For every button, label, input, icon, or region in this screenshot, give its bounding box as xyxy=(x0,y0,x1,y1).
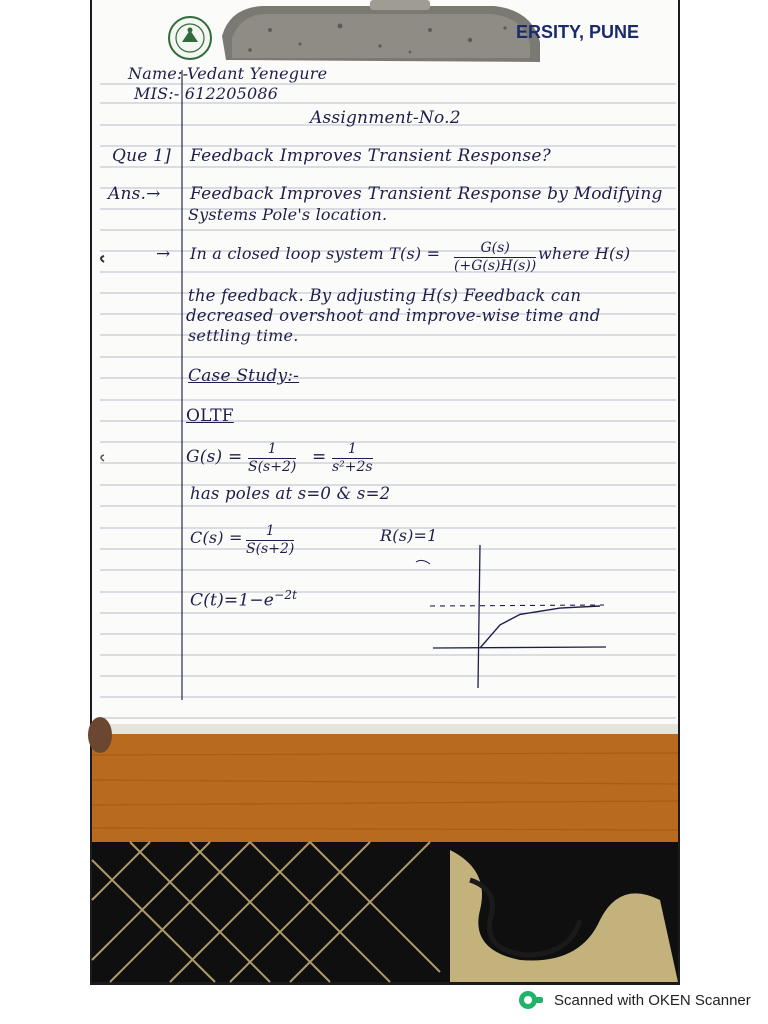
g-lhs: G(s) = xyxy=(186,447,243,467)
assignment-title: Assignment-No.2 xyxy=(310,108,461,128)
student-mis: MIS:- 612205086 xyxy=(134,84,279,103)
g-denominator-2: s²+2s xyxy=(332,459,373,475)
g-equals: = xyxy=(312,447,327,467)
c-denominator: S(s+2) xyxy=(246,541,295,557)
ct-base: C(t)=1−e xyxy=(190,590,275,611)
ct-exponent: −2t xyxy=(274,588,298,602)
g-fraction-2 xyxy=(332,442,373,475)
case-study-heading: Case Study:- xyxy=(188,366,300,386)
finger xyxy=(88,717,112,753)
transfer-function-denominator: (+G(s)H(s)) xyxy=(454,258,537,274)
r-input: R(s)=1 xyxy=(380,526,438,545)
answer-line-1: Feedback Improves Transient Response by Modifying xyxy=(190,184,663,204)
student-name: Name:-Vedant Yenegure xyxy=(128,64,328,83)
question-label: Que 1] xyxy=(112,146,171,166)
oltf-heading: OLTF xyxy=(186,406,234,426)
scanner-footer-text: Scanned with OKEN Scanner xyxy=(554,991,751,1009)
g-numerator-1: 1 xyxy=(267,441,277,457)
transfer-function-fraction xyxy=(454,241,536,274)
poles-statement: has poles at s=0 & s=2 xyxy=(190,484,391,503)
university-name-fragment: ERSITY, PUNE xyxy=(516,22,640,42)
closed-loop-line-2: decreased overshoot and improve-wise time and xyxy=(186,306,601,325)
g-denominator-1: S(s+2) xyxy=(248,459,297,475)
closed-loop-arrow: → xyxy=(156,244,171,264)
answer-line-2: Systems Pole's location. xyxy=(188,205,388,224)
c-numerator: 1 xyxy=(265,523,275,539)
wooden-surface xyxy=(92,730,678,842)
closed-loop-where: where H(s) xyxy=(538,244,631,263)
question-text: Feedback Improves Transient Response? xyxy=(190,146,551,166)
closed-loop-line-3: settling time. xyxy=(188,326,299,345)
closed-loop-line-1: the feedback. By adjusting H(s) Feedback can xyxy=(188,286,582,305)
g-fraction-1 xyxy=(248,442,296,475)
c-fraction xyxy=(246,524,294,557)
clipboard-clip xyxy=(222,0,540,62)
university-seal-icon xyxy=(169,17,211,59)
closed-loop-intro: In a closed loop system T(s) = xyxy=(190,244,441,263)
ct-expression xyxy=(190,588,297,611)
transfer-function-numerator: G(s) xyxy=(480,240,510,256)
c-lhs: C(s) = xyxy=(190,528,243,547)
answer-label: Ans.→ xyxy=(108,184,161,204)
g-numerator-2: 1 xyxy=(347,441,357,457)
scanner-footer xyxy=(516,988,751,1012)
